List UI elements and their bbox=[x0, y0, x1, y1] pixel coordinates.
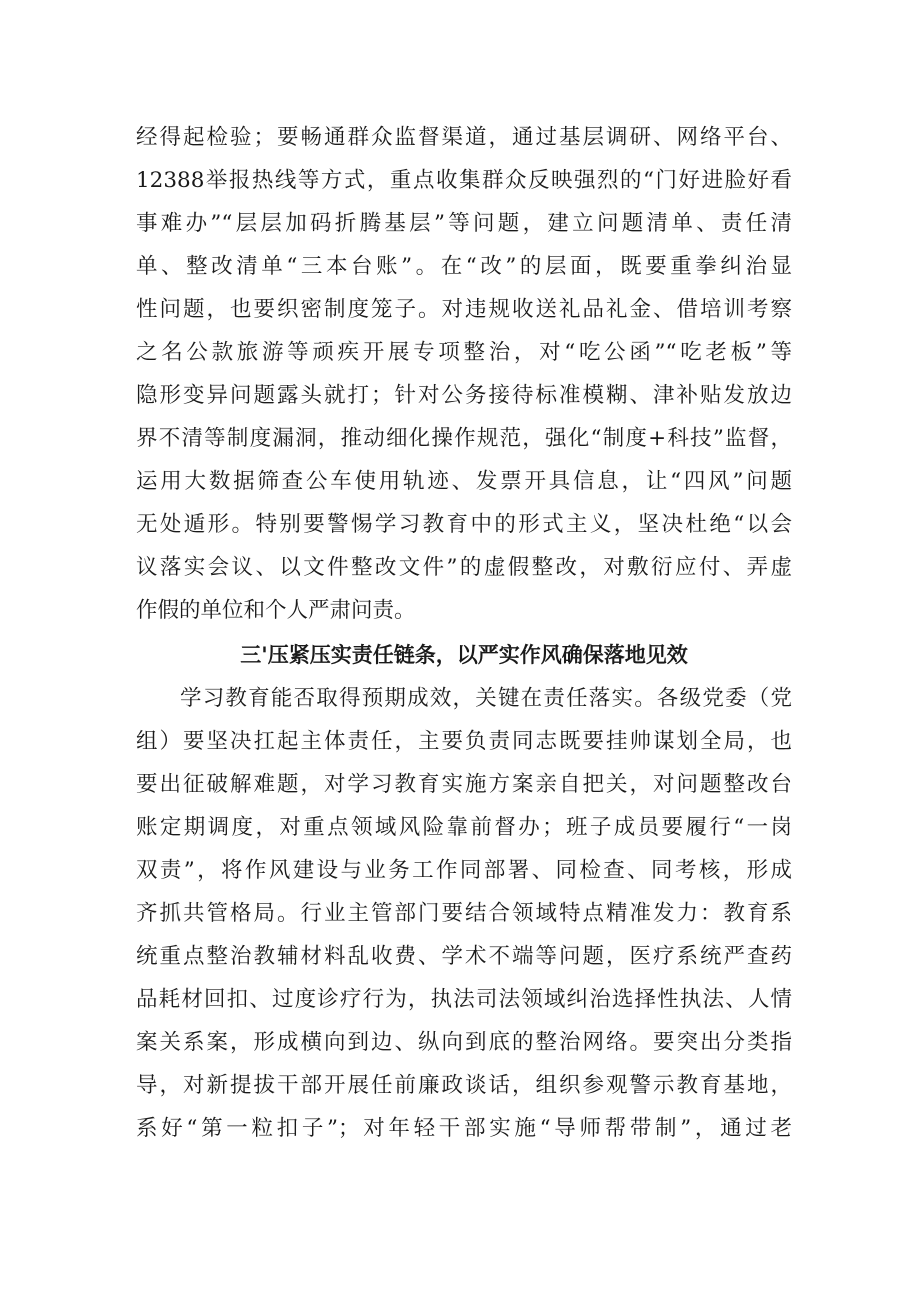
section-heading: 三'压紧压实责任链条，以严实作风确保落地见效 bbox=[240, 643, 688, 667]
paragraph-2-line-1: 学习教育能否取得预期成效，关键在责任落实。各级党委（党 bbox=[180, 686, 792, 711]
paragraph-1-line-5: 性问题，也要织密制度笼子。对违规收送礼品礼金、借培训考察 bbox=[136, 297, 792, 322]
paragraph-1-line-3: 事难办”“层层加码折腾基层”等问题，建立问题清单、责任清 bbox=[136, 211, 792, 236]
paragraph-2-line-9: 案关系案，形成横向到边、纵向到底的整治网络。要突出分类指 bbox=[136, 1030, 792, 1055]
paragraph-1-line-2: 12388举报热线等方式，重点收集群众反映强烈的“门好进脸好看 bbox=[136, 168, 792, 193]
paragraph-1-line-1: 经得起检验；要畅通群众监督渠道，通过基层调研、网络平台、 bbox=[136, 125, 792, 150]
paragraph-2-line-2: 组）要坚决扛起主体责任，主要负责同志既要挂帅谋划全局，也 bbox=[136, 729, 792, 754]
paragraph-1-line-9: 运用大数据筛查公车使用轨迹、发票开具信息，让“四风”问题 bbox=[136, 469, 792, 494]
paragraph-2-line-10: 导，对新提拔干部开展任前廉政谈话，组织参观警示教育基地， bbox=[136, 1073, 792, 1098]
paragraph-2-line-7: 统重点整治教辅材料乱收费、学术不端等问题，医疗系统严查药 bbox=[136, 944, 792, 969]
paragraph-2-line-8: 品耗材回扣、过度诊疗行为，执法司法领域纠治选择性执法、人情 bbox=[136, 987, 792, 1012]
paragraph-1-line-7: 隐形变异问题露头就打；针对公务接待标准模糊、津补贴发放边 bbox=[136, 383, 792, 408]
paragraph-2-line-3: 要出征破解难题，对学习教育实施方案亲自把关，对问题整改台 bbox=[136, 772, 792, 797]
paragraph-1-line-11: 议落实会议、以文件整改文件”的虚假整改，对敷衍应付、弄虚 bbox=[136, 555, 792, 580]
paragraph-2-line-6: 齐抓共管格局。行业主管部门要结合领域特点精准发力：教育系 bbox=[136, 901, 792, 926]
paragraph-1-line-8: 界不清等制度漏洞，推动细化操作规范，强化“制度+科技”监督， bbox=[136, 426, 792, 451]
paragraph-1-line-10: 无处遁形。特别要警惕学习教育中的形式主义，坚决杜绝“以会 bbox=[136, 512, 792, 537]
paragraph-1-line-4: 单、整改清单“三本台账”。在“改”的层面，既要重拳纠治显 bbox=[136, 254, 792, 279]
paragraph-2-line-11: 系好“第一粒扣子”；对年轻干部实施“导师帮带制”，通过老 bbox=[136, 1116, 792, 1141]
paragraph-1-line-12: 作假的单位和个人严肃问责。 bbox=[136, 598, 416, 623]
paragraph-1-line-6: 之名公款旅游等顽疾开展专项整治，对“吃公函”“吃老板”等 bbox=[136, 340, 792, 365]
paragraph-2-line-5: 双责”，将作风建设与业务工作同部署、同检查、同考核，形成 bbox=[136, 858, 792, 883]
paragraph-2-line-4: 账定期调度，对重点领域风险靠前督办；班子成员要履行“一岗 bbox=[136, 815, 792, 840]
